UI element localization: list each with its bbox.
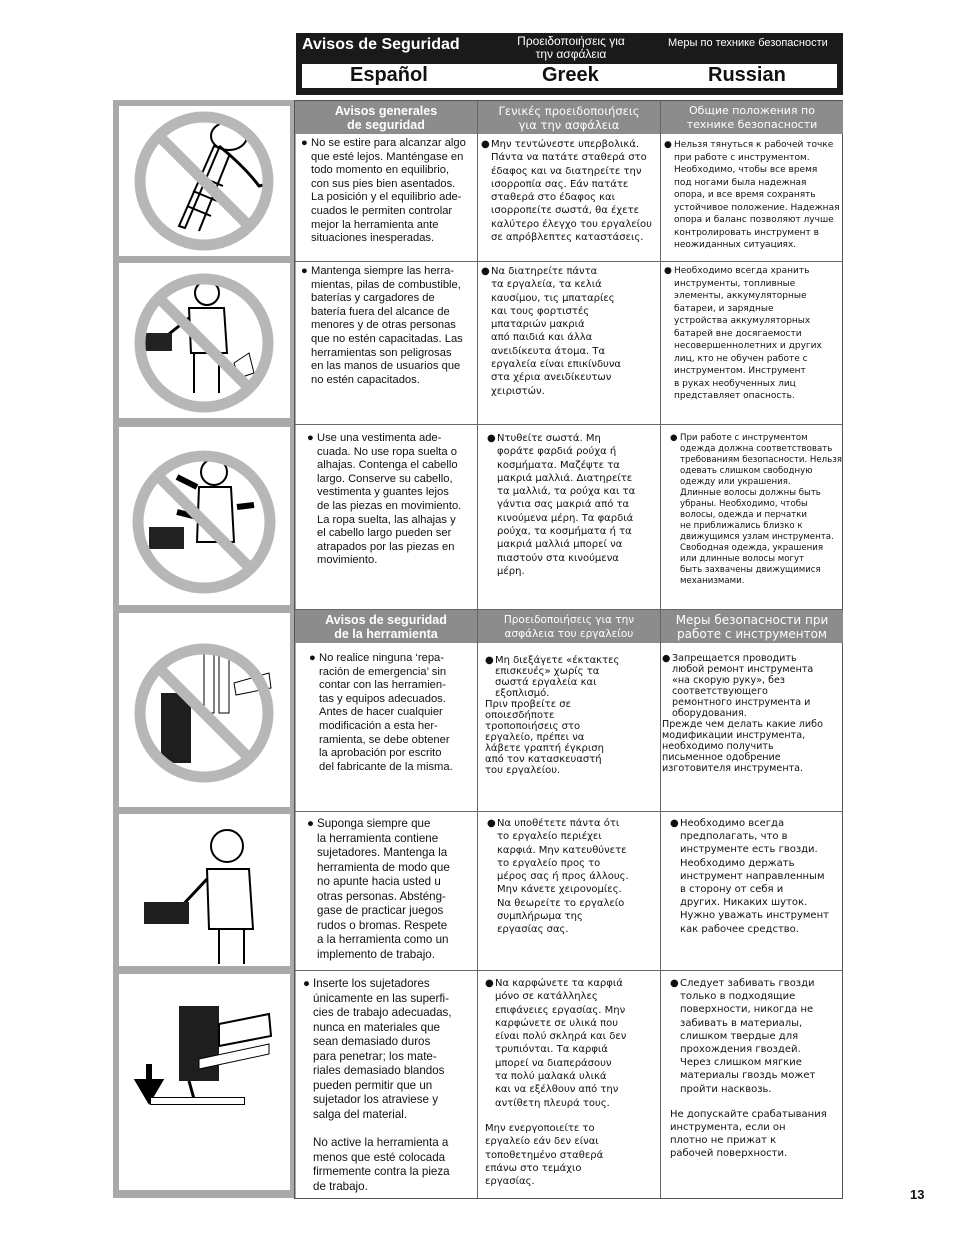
lang-es: Español bbox=[350, 64, 428, 86]
row2-ru: ● Необходимо всегда хранить инструменты, топливные элементы, аккумуляторные батареи, и зарядные устройства аккумуляторных батарей вне досягаемости несовершеннолетних и других лиц, кто не обучен работе с инструментом. Инструмент в руках необученных лиц представляет опасность. bbox=[664, 266, 822, 401]
illustration-clothing bbox=[119, 427, 290, 605]
illustration-child bbox=[119, 263, 290, 418]
row5-el: ● Να υποθέτετε πάντα ότι το εργαλείο περιέχει καρφιά. Μην κατευθύνετε το εργαλείο προς το μέρος σας ή προς άλλους. Μην κάνετε χειρονομίες. Να θεωρείτε το εργαλείο συμπλήρωμα της εργασίας σας. bbox=[487, 818, 629, 936]
row3-es: ● Use una vestimenta ade- cuada. No use ropa suelta o alhajas. Contenga el cabello largo. Conserve su cabello, vestimenta y guantes lejos de las piezas en movimiento. La ropa suelta, las alhajas y el cabello largo pueden ser atrapados por las piezas en movimiento. bbox=[307, 432, 462, 567]
tool-heading-el: Προειδοποιήσεις για την ασφάλεια του εργαλείου bbox=[478, 610, 660, 643]
row5-es: ● Suponga siempre que la herramienta contiene sujetadores. Mantenga la herramienta de modo que no apunte hacia usted u otras personas. Absténg- gase de practicar juegos rudos o bromas. Respete a la herramienta como un implemento de trabajo. bbox=[307, 817, 450, 961]
es-header-title: Avisos de Seguridad bbox=[302, 36, 460, 53]
work-surface bbox=[150, 1097, 245, 1105]
row4-el: ● Μη διεξάγετε «έκτακτες επισκευές» χωρίς τα σωστά εργαλεία και εξοπλισμό. Πριν προβείτε σε οποιεσδήποτε τροποποιήσεις στο εργαλείο, πρέπει να λάβετε γραπτή έγκριση από τον κατασκευαστή του εργαλείου. bbox=[485, 655, 620, 776]
illustration-nailer bbox=[119, 974, 290, 1190]
language-strip bbox=[300, 62, 839, 90]
illustration-column bbox=[113, 100, 296, 1198]
tool-heading-ru: Меры безопасности при работе с инструментом bbox=[661, 610, 843, 643]
row1-es: ● No se estire para alcanzar algo que esté lejos. Manténgase en todo momento en equilibrio, con sus pies bien asentados. La posición y el equilibrio ade- cuados le permiten controlar mejor la herramienta ante situaciones inesperadas. bbox=[301, 137, 466, 245]
general-heading-es: Avisos generales de seguridad bbox=[295, 101, 477, 134]
row2-es: ● Mantenga siempre las herra- mientas, pilas de combustible, baterías y cargadores de batería fuera del alcance de menores y de otras personas que no estén capacitadas. Las herramientas son peligrosas en las manos de usuarios que no estén capacitados. bbox=[301, 265, 463, 386]
row3-ru: ● При работе с инструментом одежда должна соответствовать требованиям безопасности. Нельзя одевать слишком свободную одежду или украшения. Длинные волосы должны быть убраны. Необходимо, чтобы волосы, одежда и перчатки не приближались близко к движущимся узлам инструмента. Свободная одежда, украшения или длинные волосы могут быть захвачены движущимися механизмами. bbox=[670, 433, 842, 586]
language-header bbox=[296, 33, 843, 95]
row3-el: ● Ντυθείτε σωστά. Μη φοράτε φαρδιά ρούχα ή κοσμήματα. Μαζέψτε τα μακριά μαλλιά. Διατηρείτε τα μαλλιά, τα ρούχα και τα γάντια σας μακριά από τα κινούμενα μέρη. Τα φαρδιά ρούχα, τα κοσμήματα ή τα μακριά μαλλιά μπορεί να πιαστούν στα κινούμενα μέρη. bbox=[487, 433, 636, 577]
illustration-ladder bbox=[119, 106, 290, 256]
row4-es: ● No realice ninguna ‘repa- ración de emergencia’ sin contar con las herramien- tas y equipos adecuados. Antes de hacer cualquier modificación a esta her- ramienta, se debe obtener la aprobación por escrito del fabricante de la misma. bbox=[309, 652, 453, 773]
row6-ru: ● Следует забивать гвозди только в подходящие поверхности, никогда не забивать в материалы, слишком твердые для прохождения гвоздей. Через слишком мягкие материалы гвоздь может пройти насквозь. Не допускайте срабатывания инструмента, если он плотно не прижат к рабочей поверхности. bbox=[670, 978, 827, 1160]
safety-table bbox=[294, 100, 843, 1199]
row6-el: ● Να καρφώνετε τα καρφιά μόνο σε κατάλληλες επιφάνειες εργασίας. Μην καρφώνετε σε υλικά που είναι πολύ σκληρά και δεν τρυπιόνται. Τα καρφιά μπορεί να διαπεράσουν τα πολύ μαλακά υλικά και να εξέλθουν από την αντίθετη πλευρά τους. Μην ενεργοποιείτε το εργαλείο εάν δεν είναι τοποθετημένο σταθερά επάνω στο τεμάχιο εργασίας. bbox=[485, 978, 627, 1188]
illustration-modification bbox=[119, 613, 290, 807]
general-heading-el: Γενικές προειδοποιήσεις για την ασφάλεια bbox=[478, 101, 660, 134]
tool-heading-es: Avisos de seguridad de la herramienta bbox=[295, 610, 477, 643]
illustration-hold-tool bbox=[119, 814, 290, 966]
row1-ru: ● Нельзя тянуться к рабочей точке при работе с инструментом. Необходимо, чтобы все время под ногами была надежная опора, и все время сохранять устойчивое положение. Надежная опора и баланс позволяют лучше контролировать инструмент в неожиданных ситуациях. bbox=[664, 140, 840, 250]
row6-es: ● Inserte los sujetadores únicamente en las superfi- cies de trabajo adecuadas, nunca en materiales que sean demasiado duros para penetrar; los mate- riales demasiado blandos pueden permitir que un sujetador los atraviese y salga del material. No active la herramienta a menos que esté colocada firmemente contra la pieza de trabajo. bbox=[303, 977, 452, 1193]
lang-el: Greek bbox=[542, 64, 599, 86]
row4-ru: ● Запрещается проводить любой ремонт инструмента «на скорую руку», без соответствующего ремонтного инструмента и оборудования. Прежде чем делать какие либо модификации инструмента, необходимо получить письменное одобрение изготовителя инструмента. bbox=[662, 653, 823, 774]
el-header-title: Προειδοποιήσεις για την ασφάλεια bbox=[517, 34, 625, 61]
row1-el: ● Μην τεντώνεστε υπερβολικά. Πάντα να πατάτε σταθερά στο έδαφος και να διατηρείτε την ισορροπία σας. Εάν πατάτε σταθερά στο έδαφος και ισορροπείτε σωστά, θα έχετε καλύτερο έλεγχο του εργαλείου σε απρόβλεπτες καταστάσεις. bbox=[481, 139, 652, 244]
ru-header-title: Меры по технике безопасности bbox=[668, 37, 828, 49]
prohibition-icon bbox=[119, 106, 290, 256]
general-heading-ru: Общие положения по технике безопасности bbox=[661, 101, 843, 134]
row2-el: ● Να διατηρείτε πάντα τα εργαλεία, τα κελιά καυσίμου, τις μπαταρίες και τους φορτιστές μπαταριών μακριά από παιδιά και άλλα ανειδίκευτα άτομα. Τα εργαλεία είναι επικίνδυνα στα χέρια ανειδίκευτων χειριστών. bbox=[481, 266, 622, 397]
row5-ru: ● Необходимо всегда предполагать, что в инструменте есть гвозди. Необходимо держать инструмент направленным в сторону от себя и других. Никаких шуток. Нужно уважать инструмент как рабочее средство. bbox=[670, 818, 829, 935]
page-number: 13 bbox=[910, 1187, 925, 1202]
lang-ru: Russian bbox=[708, 64, 786, 86]
